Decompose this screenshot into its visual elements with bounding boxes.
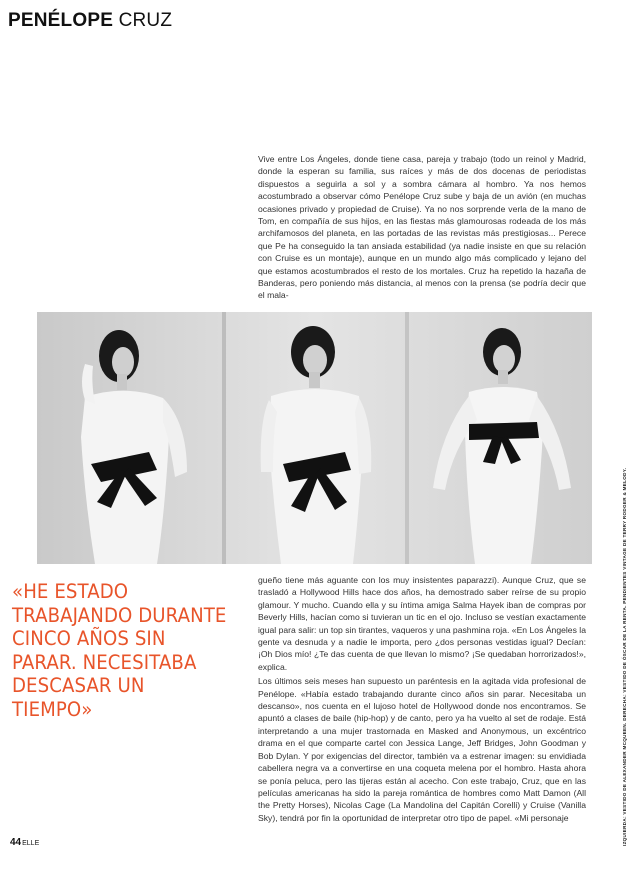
page-number: 44: [10, 837, 22, 848]
header-given-name: PENÉLOPE: [8, 10, 114, 31]
page-header: [8, 10, 172, 32]
body-column: [258, 574, 586, 840]
intro-paragraph: Vive entre Los Ángeles, donde tiene casa, pareja y trabajo (todo un reinol y Madrid, donde la esperan su familia, sus raíces y más de dos docenas de periodistas dispuestos a seguirla a sol y a sombra cámara al hombro. Ya nos hemos acostumbrado a observar cómo Penélope Cruz sube y baja de un avión (en muchas ocasiones privado y propiedad de Cruise). Ya no nos sorprende verla de la mano de Tom, en compañía de sus hijos, en las fiestas más glamourosas rodeada de los más archifamosos del planeta, en las portadas de las revistas más prestigiosas... Perece que Pe ha conseguido la tan ansiada estabilidad (ya nadie insiste en que su relación con Cruise es un montaje), aunque en un mundo algo más complicado y lejano del que estamos acostumbrados el resto de los mortales. Cruz ha repetido la hazaña de Banderas, pero poniendo más distancia, al menos con la prensa (se podría decir que el mala-: [258, 154, 586, 301]
page-folio: [10, 837, 39, 848]
photo-triptych: [37, 312, 592, 564]
magazine-brand: ELLE: [22, 840, 40, 847]
header-family-name: CRUZ: [118, 10, 173, 31]
body-paragraph-1: gueño tiene más aguante con los muy insistentes paparazzi). Aunque Cruz, que se trasladó a Hollywood Hills hace dos años, ha demostrado saber reírse de su propio glamour. Y mucho. Cuando ella y su íntima amiga Salma Hayek iban de compras por Beverly Hills, hacían como si tuvieran un tic en el ojo. Incluso se vestían exactamente igual para salir: un top sin tirantes, vaqueros y una pashmina roja. «En Los Ángeles la gente va desnuda y a nadie le importa, pero ¿dos personas vestidas igual? Decían: ¡Oh Dios mío! ¿Te das cuenta de que llevan lo mismo? ¡Se quedaban horrorizados!», explica.: [258, 575, 586, 672]
photo-illustration: [37, 312, 592, 564]
body-paragraph-2: Los últimos seis meses han supuesto un paréntesis en la agitada vida profesional de Penélope. «Había estado trabajando durante cinco años sin parar. Necesitaba un descanso», nos cuenta en el lujoso hotel de Hollywood donde nos encontramos. Se apuntó a clases de baile (hip-hop) y de canto, pero ya ha vuelto al set de rodaje. Está interpretando a una mujer trastornada en Masked and Anonymous, un excéntrico drama en el que comparte cartel con Jessica Lange, Jeff Bridges, John Goodman y Bob Dylan. Y por exigencias del director, también va a estrenar imagen: su envidiada cabellera negra va a convertirse en una coqueta melena por el hombro. Hasta ahora se ponía peluca, pero las tijeras están al acecho. Con este trabajo, Cruz, que en las películas americanas ha sido la pareja romántica de hombres como Matt Damon (All the Pretty Horses), Nicolas Cage (La Mandolina del Capitán Corelli) y Cruise (Vanilla Sky), tendrá por fin la oportunidad de interpretar otro tipo de papel. «Mi personaje: [258, 676, 586, 823]
pull-quote: «HE ESTADO TRABAJANDO DURANTE CINCO AÑOS SIN PARAR. NECESITABA DESCASAR UN TIEMPO»: [12, 580, 227, 721]
photo-credit: IZQUIERDA: VESTIDO DE ALEXANDER MCQUEEN. DERECHA: VESTIDO DE ÓSCAR DE LA RENTA. PENDIENTES VINTAGE DE TERRY RODGER & MELODY.: [622, 467, 627, 846]
